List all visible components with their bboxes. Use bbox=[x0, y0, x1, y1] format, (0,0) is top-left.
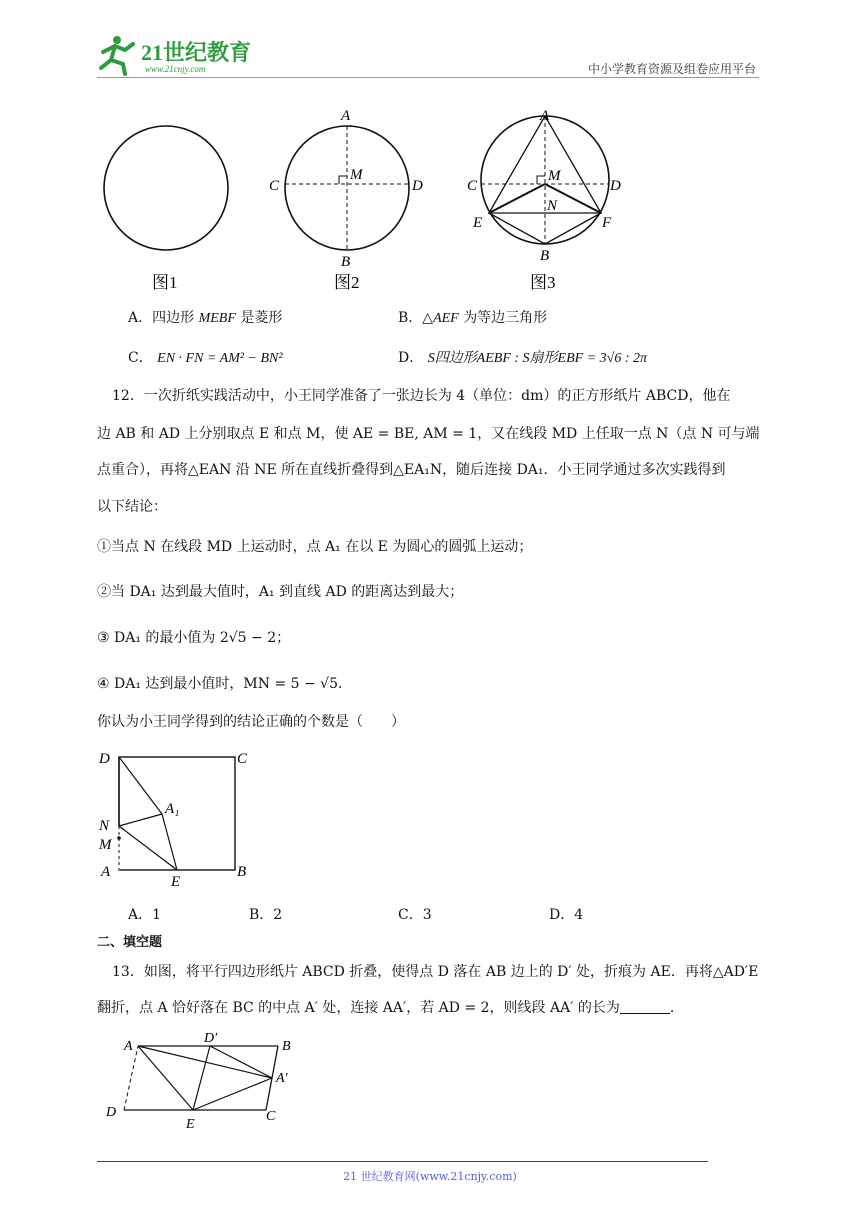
q12-conclusion-1: ①当点 N 在线段 MD 上运动时，点 A₁ 在以 E 为圆心的圆弧上运动； bbox=[97, 539, 533, 555]
q12-line1: 12．一次折纸实践活动中，小王同学准备了一张边长为 4（单位：dm）的正方形纸片 ABCD，他在 bbox=[112, 388, 731, 404]
q13-figure bbox=[98, 1030, 308, 1135]
q12-line4: 以下结论： bbox=[97, 499, 167, 515]
q11-option-c: C． EN · FN = AM² − BN² bbox=[128, 350, 283, 366]
svg-text:A: A bbox=[101, 864, 111, 880]
svg-text:C: C bbox=[266, 1109, 276, 1124]
footer-text[interactable]: 21 世纪教育网(www.21cnjy.com) bbox=[343, 1170, 517, 1183]
svg-text:C: C bbox=[467, 178, 478, 194]
svg-text:D′: D′ bbox=[204, 1031, 218, 1046]
logo-url: www.21cnjy.com bbox=[145, 64, 206, 74]
svg-text:A: A bbox=[540, 108, 550, 124]
q12-conclusion-4: ④ DA₁ 达到最小值时，MN = 5 − √5． bbox=[97, 676, 352, 692]
svg-text:A: A bbox=[341, 108, 351, 124]
svg-text:B: B bbox=[237, 864, 247, 880]
svg-text:D: D bbox=[412, 178, 423, 194]
svg-text:C: C bbox=[237, 751, 248, 767]
svg-text:E: E bbox=[186, 1117, 195, 1132]
svg-text:B: B bbox=[282, 1039, 291, 1054]
q11-option-d: D． S四边形AEBF : S扇形EBF = 3√6 : 2π bbox=[398, 350, 648, 366]
q12-conclusion-3: ③ DA₁ 的最小值为 2√5 − 2； bbox=[97, 630, 291, 646]
svg-text:A₁: A₁ bbox=[165, 801, 180, 817]
q12-line3: 点重合），再将△EAN 沿 NE 所在直线折叠得到△EA₁N，随后连接 DA₁．小王同学通过多次实践得到 bbox=[97, 462, 726, 478]
q11-option-a: A．四边形 MEBF 是菱形 bbox=[128, 310, 283, 326]
fig3 bbox=[467, 108, 621, 292]
q12-option-a: A．1 bbox=[128, 907, 162, 923]
fig3-caption: 图3 bbox=[530, 273, 556, 292]
q12-line2: 边 AB 和 AD 上分别取点 E 和点 M，使 AE = BE, AM = 1，又在线段 MD 上任取一点 N（点 N 可与端 bbox=[97, 426, 760, 442]
fig1-circle bbox=[104, 126, 228, 250]
svg-text:M: M bbox=[548, 168, 561, 184]
logo-text: 21世纪教育 bbox=[141, 40, 252, 65]
header-divider bbox=[97, 77, 759, 78]
svg-text:M: M bbox=[99, 837, 112, 853]
q12-option-c: C．3 bbox=[398, 907, 432, 923]
svg-text:E: E bbox=[473, 215, 483, 231]
svg-text:B: B bbox=[540, 248, 550, 264]
svg-text:E: E bbox=[171, 874, 181, 890]
fig1-caption: 图1 bbox=[152, 273, 178, 292]
q12-option-d: D．4 bbox=[549, 907, 584, 923]
q13-line1: 13．如图，将平行四边形纸片 ABCD 折叠，使得点 D 落在 AB 边上的 D′ 处，折痕为 AE．再将△AD′E bbox=[112, 964, 759, 980]
svg-text:D: D bbox=[610, 178, 621, 194]
fig2 bbox=[269, 108, 423, 292]
section-title-fill-blank: 二、填空题 bbox=[97, 935, 163, 950]
answer-blank[interactable] bbox=[620, 999, 670, 1014]
q12-figure bbox=[95, 740, 265, 890]
q13-line2: 翻折，点 A 恰好落在 BC 的中点 A′ 处，连接 AA′，若 AD = 2，则线段 AA′ 的长为 ． bbox=[97, 1000, 684, 1016]
svg-text:D: D bbox=[106, 1105, 117, 1120]
svg-text:N: N bbox=[547, 198, 558, 214]
fig2-caption: 图2 bbox=[334, 273, 360, 292]
q12-option-b: B．2 bbox=[249, 907, 283, 923]
q12-question: 你认为小王同学得到的结论正确的个数是（ ） bbox=[97, 714, 405, 730]
svg-text:N: N bbox=[99, 818, 110, 834]
svg-text:A′: A′ bbox=[276, 1071, 288, 1086]
footer-divider bbox=[97, 1161, 708, 1162]
svg-text:M: M bbox=[350, 167, 363, 183]
runner-icon bbox=[101, 36, 133, 74]
svg-text:D: D bbox=[99, 751, 110, 767]
q11-figures bbox=[90, 100, 630, 300]
svg-text:C: C bbox=[269, 178, 280, 194]
site-logo bbox=[95, 30, 265, 76]
q11-option-b: B．△AEF 为等边三角形 bbox=[398, 310, 548, 326]
svg-text:B: B bbox=[341, 254, 351, 270]
q12-conclusion-2: ②当 DA₁ 达到最大值时，A₁ 到直线 AD 的距离达到最大； bbox=[97, 584, 464, 600]
svg-text:F: F bbox=[602, 215, 612, 231]
svg-text:A: A bbox=[124, 1039, 133, 1054]
platform-label: 中小学教育资源及组卷应用平台 bbox=[587, 62, 756, 76]
